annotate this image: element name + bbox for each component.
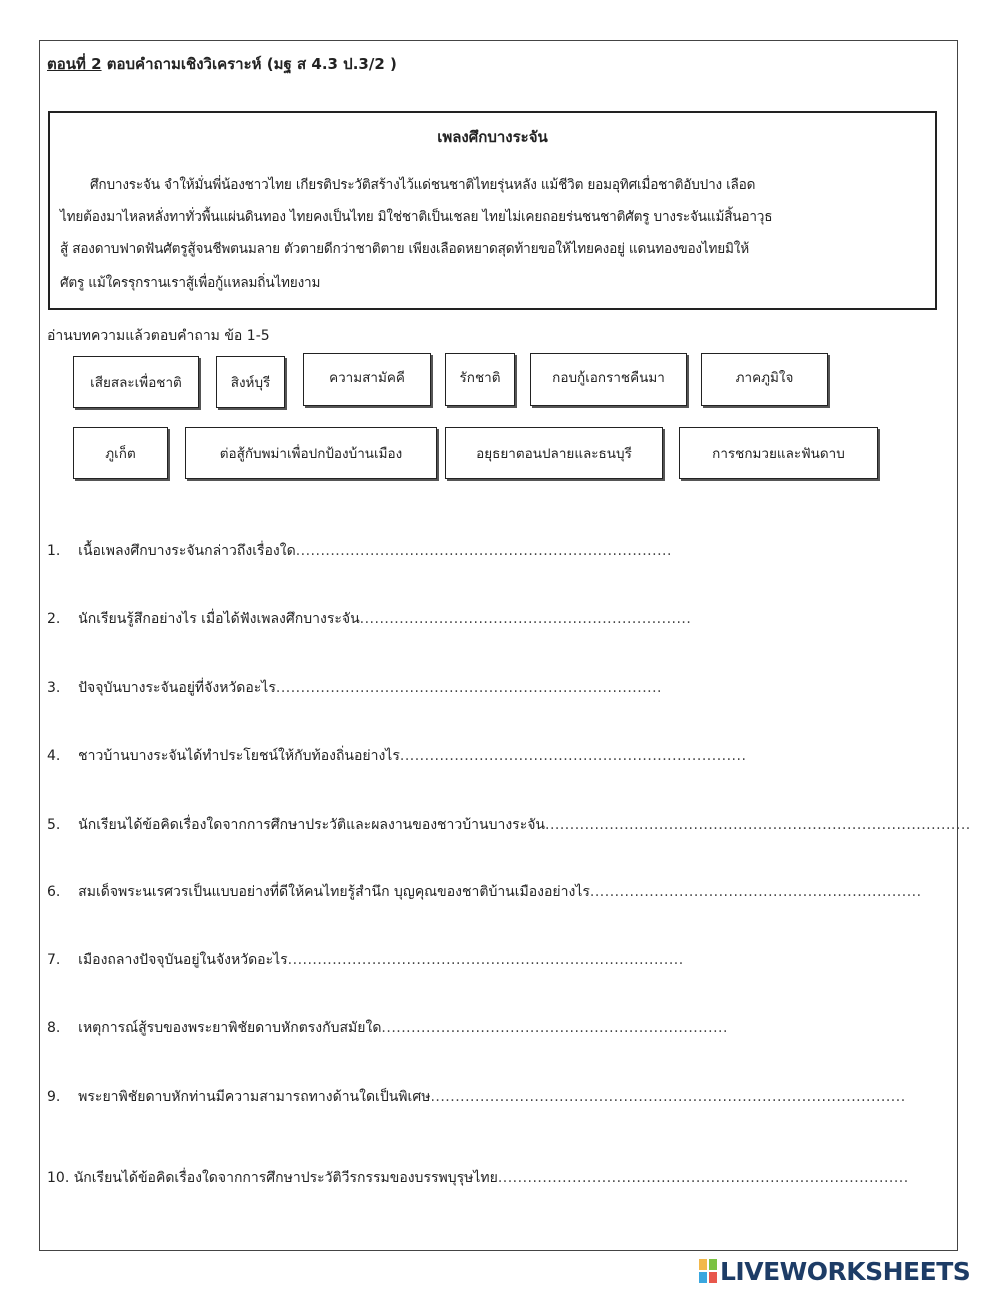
section-heading [47, 52, 397, 76]
question-4: 4. ชาวบ้านบางระจันได้ทำประโยชน์ให้กับท้องถิ่นอย่างไร...................................................................... [47, 748, 747, 764]
answer-blank[interactable]: ...................................................................................... [545, 817, 971, 833]
liveworksheets-logo-icon [699, 1259, 717, 1283]
word-bank-item[interactable]: สิงห์บุรี [216, 356, 285, 408]
answer-blank[interactable]: ................................................................... [589, 884, 922, 900]
answer-blank[interactable]: .............................................................................. [275, 680, 662, 696]
question-3: 3. ปัจจุบันบางระจันอยู่ที่จังหวัดอะไร.............................................................................. [47, 680, 662, 696]
brand-name: LIVEWORKSHEETS [720, 1256, 971, 1286]
answer-blank[interactable]: ............................................................................ [295, 543, 672, 559]
question-10: 10. นักเรียนได้ข้อคิดเรื่องใดจากการศึกษาประวัติวีรกรรมของบรรพบุรุษไทย................................................................................... [47, 1170, 909, 1186]
question-2: 2. นักเรียนรู้สึกอย่างไร เมื่อได้ฟังเพลงศึกบางระจัน................................................................... [47, 611, 692, 627]
question-6: 6. สมเด็จพระนเรศวรเป็นแบบอย่างที่ดีให้คนไทยรู้สำนึก บุญคุณของชาติบ้านเมืองอย่างไร................................................................... [47, 884, 922, 900]
word-bank-item[interactable]: กอบกู้เอกราชคืนมา [530, 353, 687, 406]
song-line: ศัตรู แม้ใครรุกรานเราสู้เพื่อกู้แหลมถิ่นไทยงาม [60, 275, 321, 291]
word-bank-item[interactable]: ภาคภูมิใจ [701, 353, 828, 406]
word-bank-item[interactable]: ต่อสู้กับพม่าเพื่อปกป้องบ้านเมือง [185, 427, 437, 479]
answer-blank[interactable]: ................................................................................................ [430, 1089, 906, 1105]
answer-blank[interactable]: ................................................................... [359, 611, 692, 627]
question-8: 8. เหตุการณ์สู้รบของพระยาพิชัยดาบหักตรงกับสมัยใด...................................................................... [47, 1020, 728, 1036]
question-9: 9. พระยาพิชัยดาบหักท่านมีความสามารถทางด้านใดเป็นพิเศษ................................................................................................ [47, 1089, 906, 1105]
instruction-text: อ่านบทความแล้วตอบคำถาม ข้อ 1-5 [47, 328, 270, 344]
question-7: 7. เมืองถลางปัจจุบันอยู่ในจังหวัดอะไร................................................................................ [47, 952, 684, 968]
answer-blank[interactable]: ...................................................................... [381, 1020, 728, 1036]
word-bank-item[interactable]: อยุธยาตอนปลายและธนบุรี [445, 427, 663, 479]
answer-blank[interactable]: ................................................................................... [497, 1170, 909, 1186]
song-lyrics-box [48, 111, 937, 310]
question-5: 5. นักเรียนได้ข้อคิดเรื่องใดจากการศึกษาประวัติและผลงานของชาวบ้านบางระจัน...................................................................................... [47, 817, 971, 833]
word-bank-item[interactable]: ภูเก็ต [73, 427, 168, 479]
song-line: สู้ สองดาบฟาดฟันศัตรูสู้จนชีพตนมลาย ตัวตายดีกว่าชาติตาย เพียงเลือดหยาดสุดท้ายขอให้ไทยคงอยู่ แดนทองของไทยมิให้ [60, 241, 749, 257]
answer-blank[interactable]: ................................................................................ [287, 952, 684, 968]
liveworksheets-logo [699, 1257, 970, 1285]
part-label: ตอนที่ 2 [47, 55, 102, 73]
answer-blank[interactable]: ...................................................................... [399, 748, 747, 764]
song-line: ศึกบางระจัน จำให้มั่นพี่น้องชาวไทย เกียรติประวัติสร้างไว้แด่ชนชาติไทยรุ่นหลัง แม้ชีวิต ยอมอุทิศเมื่อชาติอับปาง เลือด [90, 177, 756, 193]
song-title: เพลงศึกบางระจัน [437, 128, 548, 146]
song-line: ไทยต้องมาไหลหลั่งทาทั่วพื้นแผ่นดินทอง ไทยคงเป็นไทย มิใช่ชาติเป็นเชลย ไทยไม่เคยถอยร่นชนชาติศัตรู บางระจันแม้สิ้นอาวุธ [60, 209, 773, 225]
word-bank-item[interactable]: รักชาติ [445, 353, 515, 406]
question-1: 1. เนื้อเพลงศึกบางระจันกล่าวถึงเรื่องใด............................................................................ [47, 543, 672, 559]
word-bank-item[interactable]: การชกมวยและฟันดาบ [679, 427, 878, 479]
part-title: ตอบคำถามเชิงวิเคราะห์ (มฐ ส 4.3 ป.3/2 ) [101, 55, 397, 73]
word-bank-item[interactable]: เสียสละเพื่อชาติ [73, 356, 199, 408]
word-bank-item[interactable]: ความสามัคคี [303, 353, 431, 406]
